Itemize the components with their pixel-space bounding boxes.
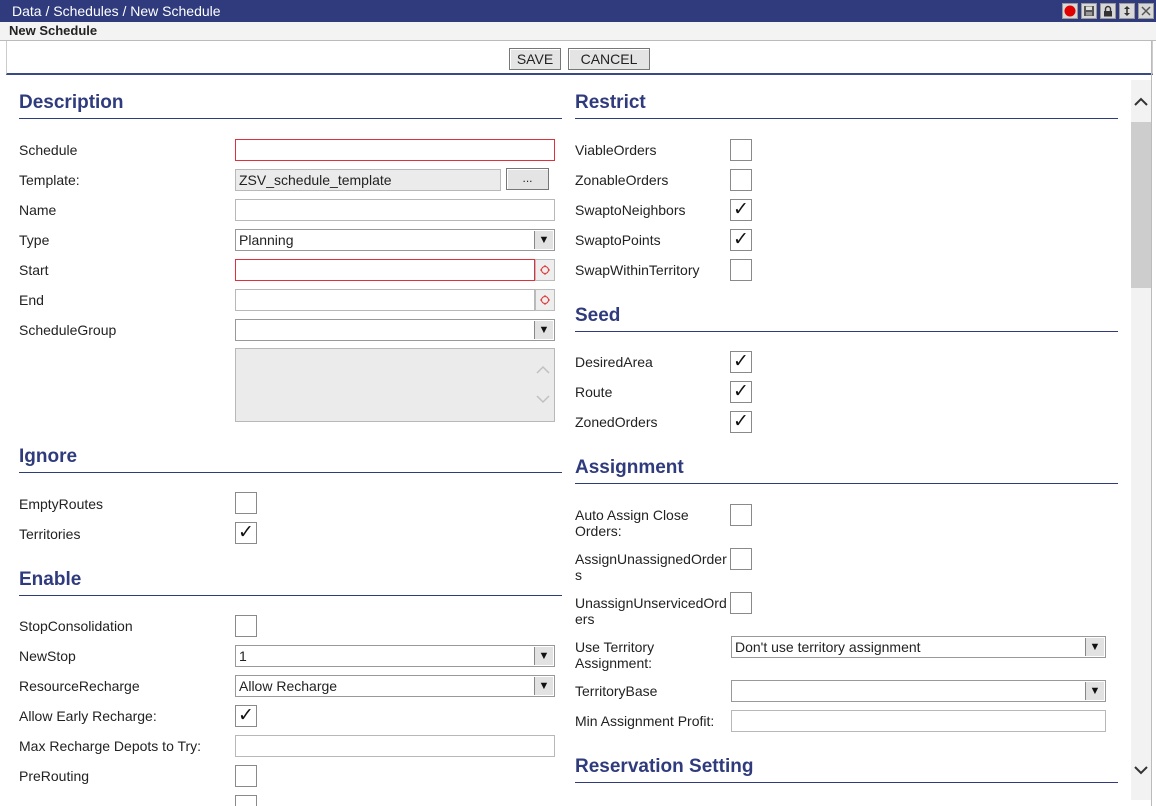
auto-assign-label-line1: Auto Assign Close (575, 507, 689, 523)
title-bar (0, 0, 1156, 22)
calendar-icon[interactable] (535, 289, 555, 311)
partial-checkbox[interactable] (235, 795, 257, 806)
frame-border (1151, 40, 1152, 806)
type-value: Planning (239, 232, 294, 248)
swap-within-label: SwapWithinTerritory (575, 262, 700, 278)
auto-assign-label-line2: Orders: (575, 523, 622, 539)
territories-label: Territories (19, 526, 81, 542)
dropdown-arrow-icon: ▼ (1085, 682, 1104, 700)
schedule-label: Schedule (19, 142, 78, 158)
scroll-down-icon[interactable] (1131, 762, 1151, 779)
breadcrumb: Data / Schedules / New Schedule (12, 3, 221, 19)
close-icon[interactable] (1138, 3, 1154, 19)
save-button[interactable]: SAVE (509, 48, 561, 70)
assign-unassigned-label-line1: AssignUnassignedOrder (575, 551, 727, 567)
use-territory-label-line1: Use Territory (575, 639, 655, 655)
unassign-unserviced-label (575, 595, 727, 627)
section-description: Description (19, 92, 562, 119)
scroll-thumb[interactable] (1131, 122, 1151, 288)
dropdown-arrow-icon: ▼ (534, 231, 553, 249)
resource-recharge-value: Allow Recharge (239, 678, 338, 694)
schedule-group-label: ScheduleGroup (19, 322, 117, 338)
dropdown-arrow-icon: ▼ (1085, 638, 1104, 656)
swap-points-label: SwaptoPoints (575, 232, 661, 248)
floppy-icon[interactable] (1081, 3, 1097, 19)
page-scrollbar[interactable] (1131, 80, 1151, 800)
new-stop-label: NewStop (19, 648, 76, 664)
calendar-icon[interactable] (535, 259, 555, 281)
zoned-orders-checkbox[interactable] (730, 411, 752, 433)
resource-recharge-select[interactable] (235, 675, 555, 697)
section-seed: Seed (575, 305, 1118, 332)
scroll-up-icon[interactable] (1131, 94, 1151, 111)
use-territory-label (575, 639, 654, 671)
checkmark-icon: ✓ (238, 705, 254, 726)
template-label: Template: (19, 172, 80, 188)
zoned-orders-label: ZonedOrders (575, 414, 658, 430)
template-browse-button[interactable]: ... (506, 168, 549, 190)
territories-checkbox[interactable] (235, 522, 257, 544)
empty-routes-checkbox[interactable] (235, 492, 257, 514)
resource-recharge-label: ResourceRecharge (19, 678, 140, 694)
checkmark-icon: ✓ (238, 522, 254, 543)
max-recharge-label: Max Recharge Depots to Try: (19, 738, 202, 754)
section-reservation: Reservation Setting (575, 756, 1118, 783)
checkmark-icon: ✓ (733, 199, 749, 220)
stop-consolidation-checkbox[interactable] (235, 615, 257, 637)
new-stop-value: 1 (239, 648, 247, 664)
unassign-unserviced-checkbox[interactable] (730, 592, 752, 614)
template-field: ZSV_schedule_template (235, 169, 501, 191)
empty-routes-label: EmptyRoutes (19, 496, 104, 512)
new-stop-select[interactable] (235, 645, 555, 667)
assign-unassigned-label-line2: s (575, 567, 582, 583)
checkmark-icon: ✓ (733, 351, 749, 372)
action-toolbar (6, 41, 1153, 75)
start-label: Start (19, 262, 49, 278)
type-select[interactable] (235, 229, 555, 251)
lock-icon[interactable] (1100, 3, 1116, 19)
schedule-group-list[interactable] (235, 348, 555, 422)
prerouting-label: PreRouting (19, 768, 90, 784)
auto-assign-checkbox[interactable] (730, 504, 752, 526)
swap-points-checkbox[interactable] (730, 229, 752, 251)
min-profit-input[interactable] (731, 710, 1106, 732)
page-title-bar (0, 22, 1156, 41)
dropdown-arrow-icon: ▼ (534, 677, 553, 695)
record-icon[interactable] (1062, 3, 1078, 19)
assign-unassigned-checkbox[interactable] (730, 548, 752, 570)
territory-base-select[interactable] (731, 680, 1106, 702)
swap-neighbors-checkbox[interactable] (730, 199, 752, 221)
territory-base-label: TerritoryBase (575, 683, 658, 699)
section-assignment: Assignment (575, 457, 1118, 484)
stop-consolidation-label: StopConsolidation (19, 618, 133, 634)
type-label: Type (19, 232, 50, 248)
name-label: Name (19, 202, 57, 218)
window-controls (1062, 3, 1154, 19)
viable-orders-label: ViableOrders (575, 142, 657, 158)
viable-orders-checkbox[interactable] (730, 139, 752, 161)
checkmark-icon: ✓ (733, 381, 749, 402)
start-date-input[interactable] (235, 259, 535, 281)
section-ignore: Ignore (19, 446, 562, 473)
page-title: New Schedule (9, 23, 98, 38)
schedule-input[interactable] (235, 139, 555, 161)
zonable-orders-checkbox[interactable] (730, 169, 752, 191)
route-label: Route (575, 384, 613, 400)
min-profit-label: Min Assignment Profit: (575, 713, 715, 729)
refresh-icon[interactable] (1119, 3, 1135, 19)
end-date-input[interactable] (235, 289, 535, 311)
cancel-button[interactable]: CANCEL (568, 48, 650, 70)
auto-assign-label (575, 507, 689, 539)
checkmark-icon: ✓ (733, 229, 749, 250)
assign-unassigned-label (575, 551, 727, 583)
schedule-group-select[interactable] (235, 319, 555, 341)
use-territory-label-line2: Assignment: (575, 655, 653, 671)
list-scrollbar[interactable] (532, 349, 554, 421)
name-input[interactable] (235, 199, 555, 221)
use-territory-select[interactable] (731, 636, 1106, 658)
desired-area-label: DesiredArea (575, 354, 653, 370)
route-checkbox[interactable] (730, 381, 752, 403)
swap-neighbors-label: SwaptoNeighbors (575, 202, 686, 218)
max-recharge-input[interactable] (235, 735, 555, 757)
allow-early-recharge-checkbox[interactable] (235, 705, 257, 727)
swap-within-checkbox[interactable] (730, 259, 752, 281)
dropdown-arrow-icon: ▼ (534, 321, 553, 339)
section-restrict: Restrict (575, 92, 1118, 119)
unassign-unserviced-label-line2: ers (575, 611, 595, 627)
form-content (0, 75, 1130, 806)
dropdown-arrow-icon: ▼ (534, 647, 553, 665)
end-label: End (19, 292, 44, 308)
unassign-unserviced-label-line1: UnassignUnservicedOrd (575, 595, 727, 611)
prerouting-checkbox[interactable] (235, 765, 257, 787)
desired-area-checkbox[interactable] (730, 351, 752, 373)
checkmark-icon: ✓ (733, 411, 749, 432)
zonable-orders-label: ZonableOrders (575, 172, 669, 188)
use-territory-value: Don't use territory assignment (735, 639, 921, 655)
allow-early-recharge-label: Allow Early Recharge: (19, 708, 157, 724)
section-enable: Enable (19, 569, 562, 596)
